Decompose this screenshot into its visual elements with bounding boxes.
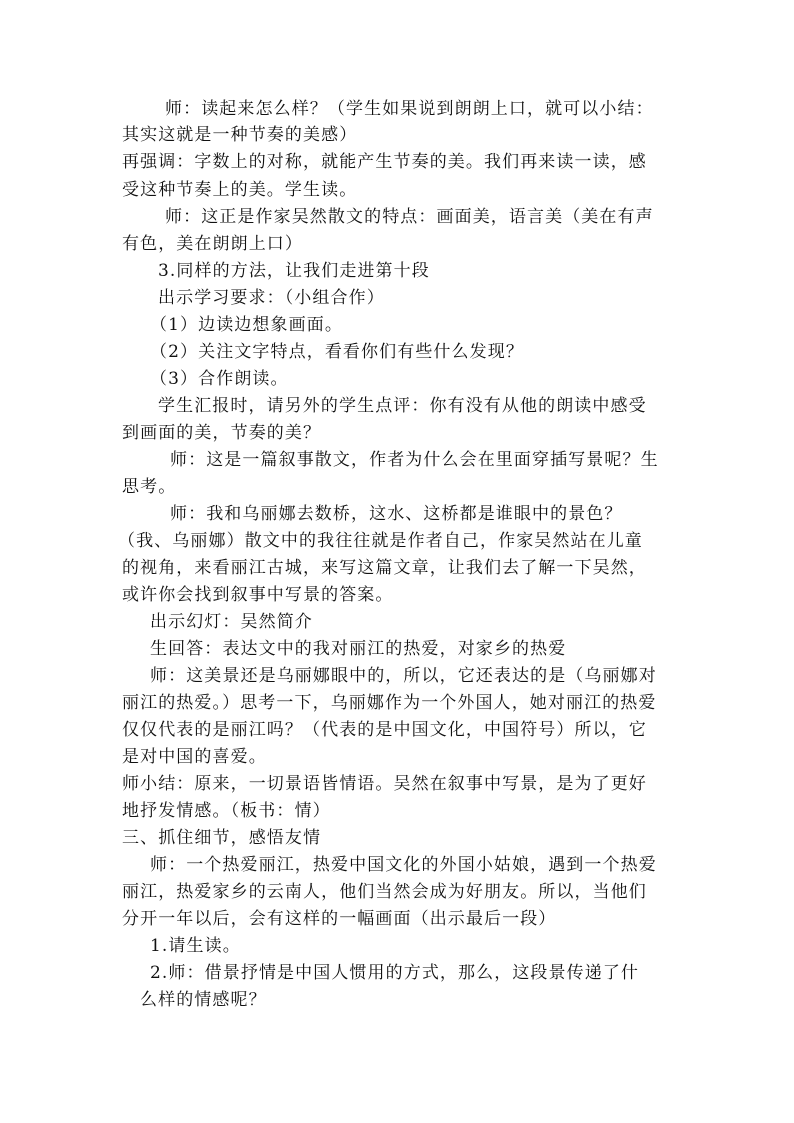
text-line: 师：这美景还是乌丽娜眼中的，所以，它还表达的是（乌丽娜对	[150, 666, 657, 686]
text-line: （1）边读边想象画面。	[150, 315, 343, 335]
text-line: （3）合作朗读。	[150, 369, 289, 389]
text-line: 出示幻灯：吴然简介	[150, 612, 313, 632]
text-line: 是对中国的喜爱。	[122, 747, 267, 767]
text-line: 师：这正是作家吴然散文的特点：画面美，语言美（美在有声	[165, 207, 654, 227]
text-line: 仅仅代表的是丽江吗？（代表的是中国文化，中国符号）所以，它	[122, 720, 647, 740]
text-line: 有色，美在朗朗上口）	[122, 234, 303, 254]
text-line: 其实这就是一种节奏的美感）	[122, 125, 358, 145]
text-line: 到画面的美，节奏的美？	[122, 423, 322, 443]
text-line: 师：读起来怎么样？（学生如果说到朗朗上口，就可以小结：	[165, 99, 654, 119]
text-line: （2）关注文字特点，看看你们有些什么发现？	[150, 342, 524, 362]
text-line: 生回答：表达文中的我对丽江的热爱，对家乡的热爱	[150, 639, 567, 659]
text-line: 受这种节奏上的美。学生读。	[122, 180, 358, 200]
text-line: 师小结：原来，一切景语皆情语。吴然在叙事中写景，是为了更好	[122, 774, 647, 794]
text-line: 么样的情感呢？	[140, 990, 267, 1010]
text-line: 1.请生读。	[150, 936, 241, 956]
text-line: 思考。	[122, 477, 177, 497]
text-line: 或许你会找到叙事中写景的答案。	[122, 585, 394, 605]
text-line: 师：这是一篇叙事散文，作者为什么会在里面穿插写景呢？生	[170, 450, 659, 470]
text-line: 再强调：字数上的对称，就能产生节奏的美。我们再来读一读，感	[122, 152, 647, 172]
text-line: 师：一个热爱丽江，热爱中国文化的外国小姑娘，遇到一个热爱	[150, 855, 657, 875]
text-line: 3.同样的方法，让我们走进第十段	[158, 261, 430, 281]
text-line: 分开一年以后，会有这样的一幅画面（出示最后一段）	[122, 909, 557, 929]
text-line: 地抒发情感。（板书：情）	[122, 801, 331, 821]
text-line: 学生汇报时，请另外的学生点评：你有没有从他的朗读中感受	[158, 396, 647, 416]
text-line: 2.师：借景抒情是中国人惯用的方式，那么，这段景传递了什	[150, 963, 640, 983]
text-line: 丽江的热爱。）思考一下，乌丽娜作为一个外国人，她对丽江的热爱	[122, 693, 657, 713]
text-line: 师：我和乌丽娜去数桥，这水、这桥都是谁眼中的景色？	[170, 504, 623, 524]
text-line: 丽江，热爱家乡的云南人，他们当然会成为好朋友。所以，当他们	[122, 882, 647, 902]
text-line: （我、乌丽娜）散文中的我往往就是作者自己，作家吴然站在儿童	[118, 531, 643, 551]
section-heading: 三、抓住细节，感悟友情	[122, 828, 322, 848]
text-line: 出示学习要求：（小组合作）	[158, 288, 385, 308]
text-line: 的视角，来看丽江古城，来写这篇文章，让我们去了解一下吴然，	[122, 558, 647, 578]
